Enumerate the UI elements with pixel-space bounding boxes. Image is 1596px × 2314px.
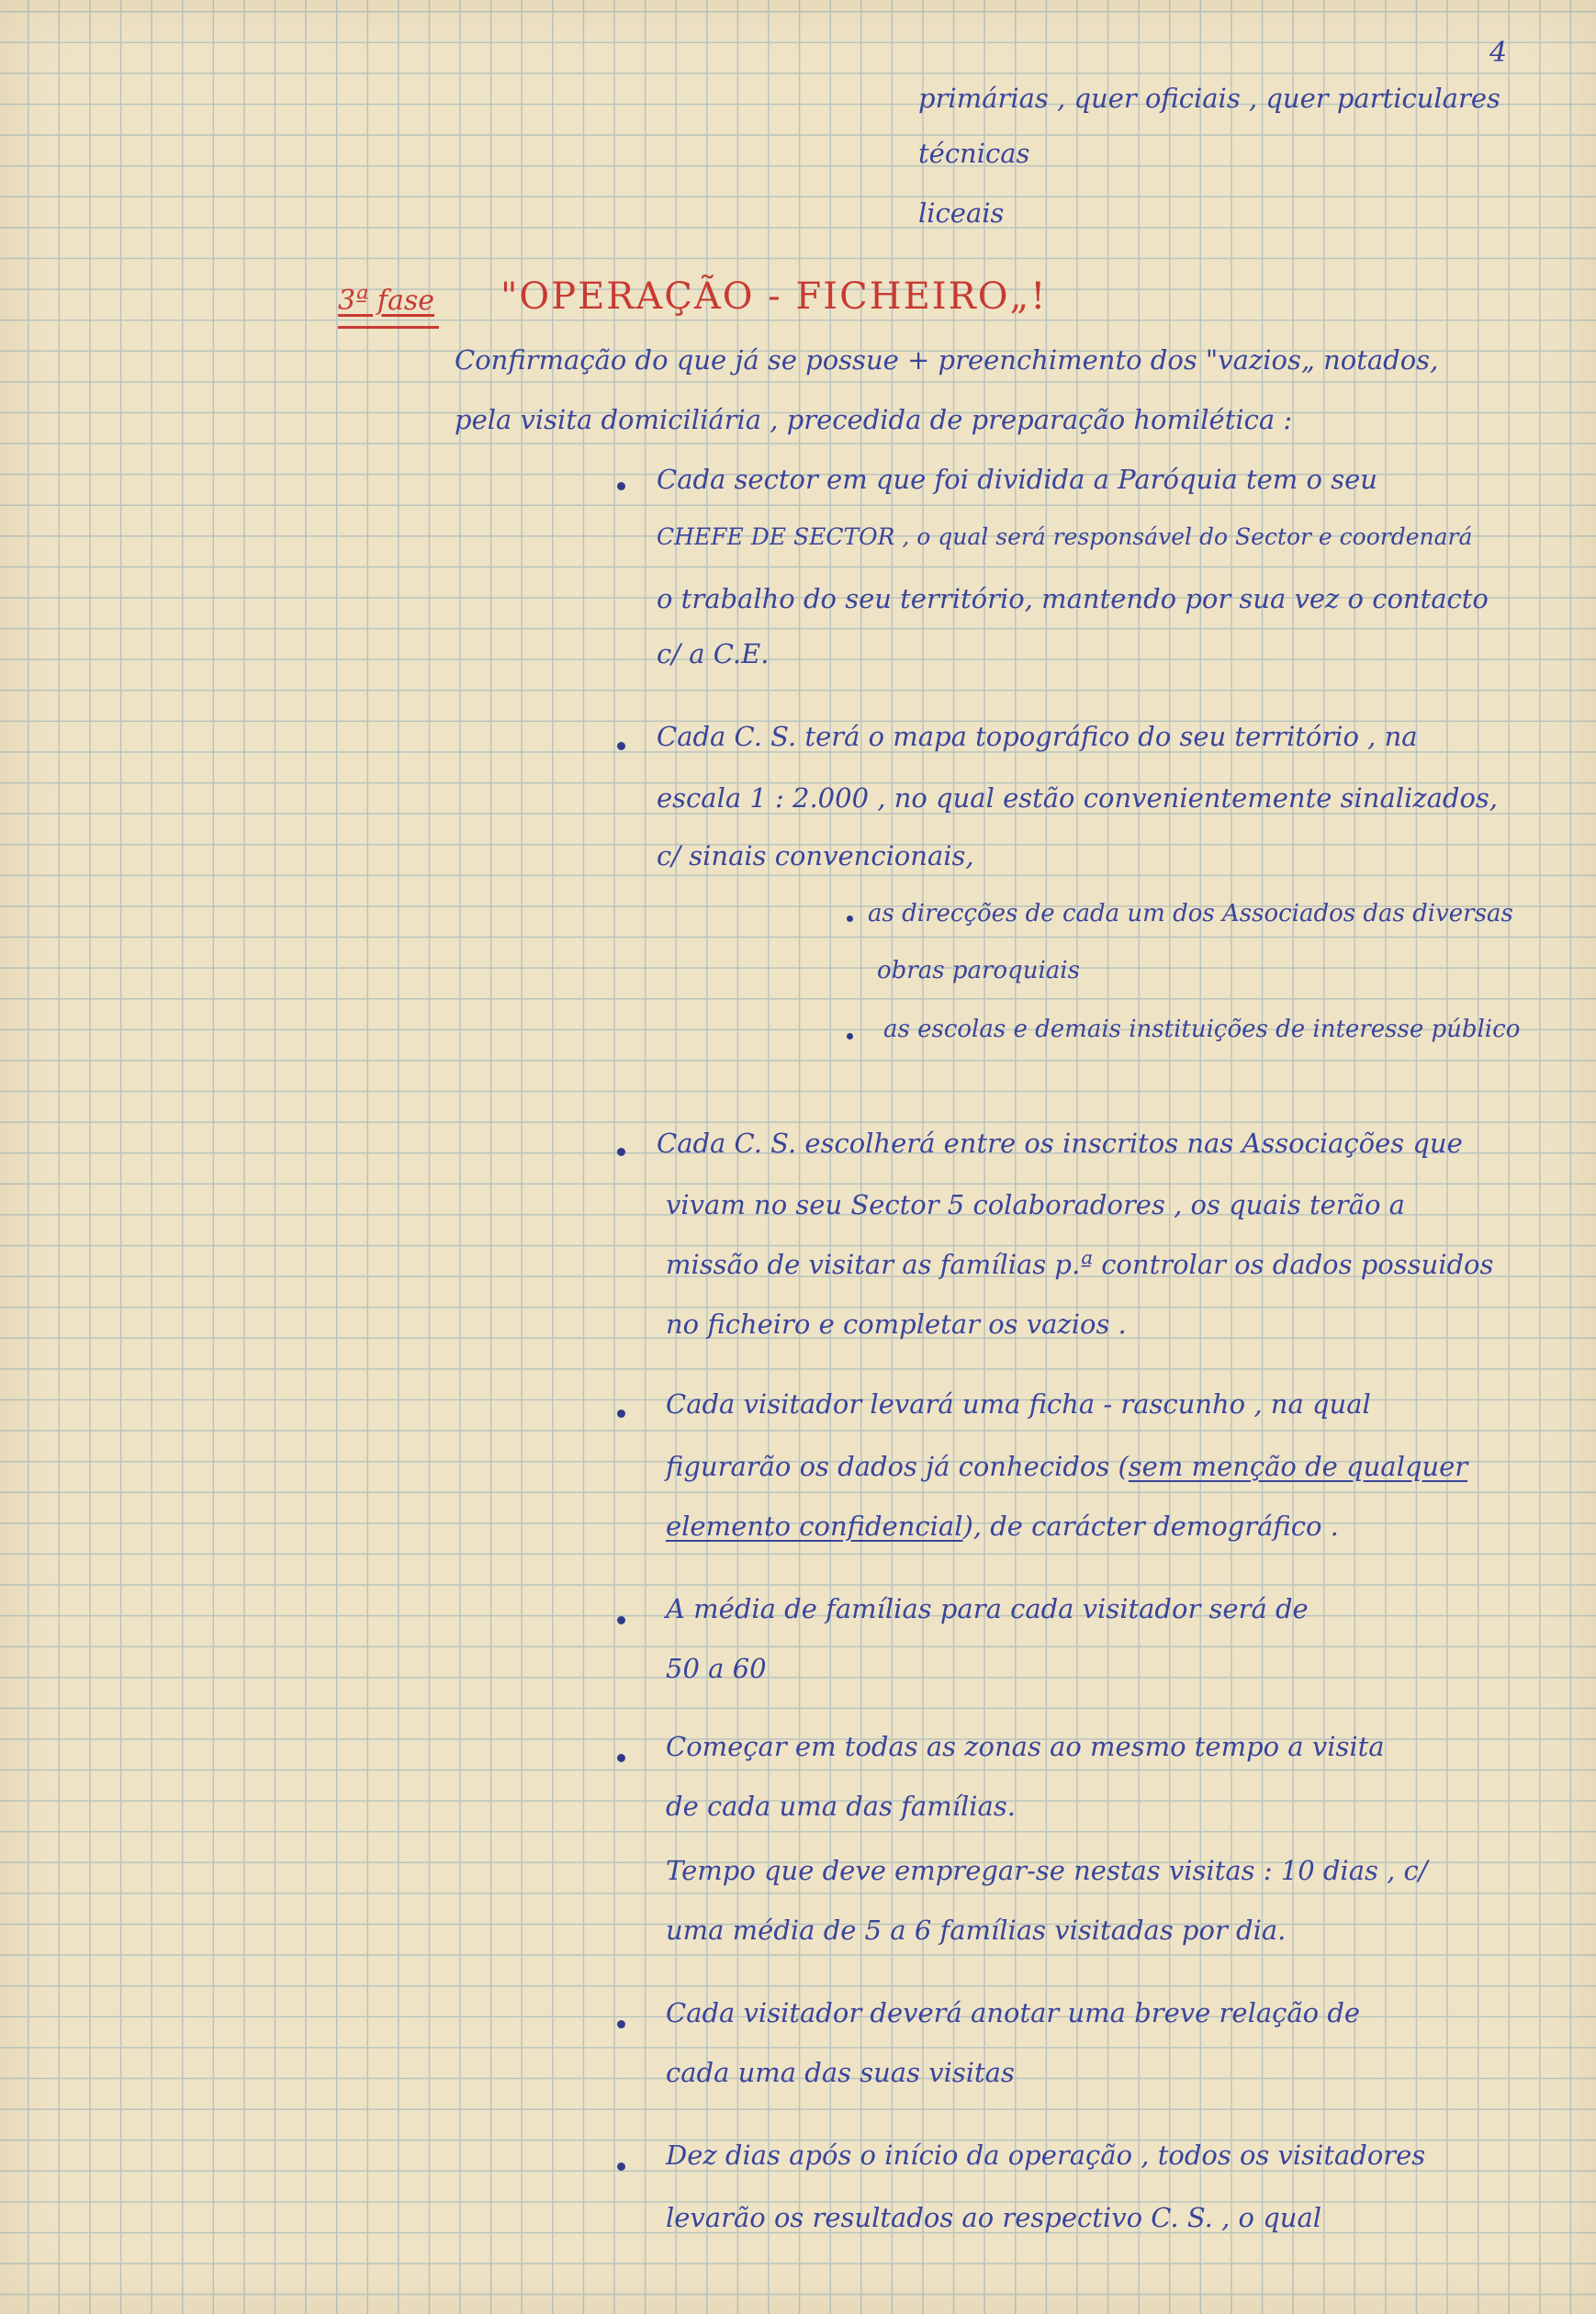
bullet-dot [617,2020,625,2028]
sub-bullet-dot [847,1033,853,1039]
bullet6-line-1: Começar em todas as zonas ao mesmo tempo a visita [666,1731,1385,1762]
intro-line-2: pela visita domiciliária , precedida de preparação homilética : [455,404,1293,435]
bullet1-line-1: Cada sector em que foi dividida a Paróquia tem o seu [657,464,1377,495]
bullet-dot [617,1616,625,1624]
bullet-dot [617,1754,625,1762]
sub-bullet-dot [847,915,853,922]
bullet1-line-2: CHEFE DE SECTOR , o qual será responsável do Sector e coordenará [657,523,1473,550]
phase-label: 3ª fase [338,285,435,317]
bullet4-line-3 [666,1511,1339,1542]
bullet3-line-4: no ficheiro e completar os vazios . [666,1309,1127,1340]
sub-bullet1-line-2: obras paroquiais [877,957,1080,984]
bullet2-line-1: Cada C. S. terá o mapa topográfico do seu território , na [657,721,1418,752]
phase-underline [338,326,439,329]
sub-bullet1-line-1: as direcções de cada um dos Associados das diversas [868,900,1513,927]
bullet2-line-2: escala 1 : 2.000 , no qual estão convenientemente sinalizados, [657,782,1499,814]
schools-line-2: técnicas [918,138,1030,169]
bullet6-line-4: uma média de 5 a 6 famílias visitadas por dia. [666,1915,1287,1946]
bullet4-line-2 [666,1451,1467,1482]
bullet5-line-2: 50 a 60 [666,1653,767,1684]
bullet8-line-2: levarão os resultados ao respectivo C. S. , o qual [666,2202,1322,2233]
bullet4-line-3-text: ), de carácter demográfico . [962,1511,1339,1542]
bullet-dot [617,1148,625,1156]
schools-line-3: liceais [918,197,1005,229]
phase-title: "OPERAÇÃO - FICHEIRO„! [500,275,1048,318]
bullet-dot [617,482,625,490]
bullet6-line-2: de cada uma das famílias. [666,1791,1016,1822]
bullet5-line-1: A média de famílias para cada visitador será de [666,1593,1309,1624]
bullet6-line-3: Tempo que deve empregar-se nestas visitas : 10 dias , c/ [666,1855,1428,1886]
bullet1-line-3: o trabalho do seu território, mantendo por sua vez o contacto [657,583,1489,614]
bullet3-line-2: vivam no seu Sector 5 colaboradores , os quais terão a [666,1189,1405,1220]
bullet-dot [617,1410,625,1418]
bullet3-line-1: Cada C. S. escolherá entre os inscritos nas Associações que [657,1128,1463,1159]
bullet4-line-3-underlined: elemento confidencial [666,1511,963,1542]
bullet4-line-2-text: figurarão os dados já conhecidos ( [666,1451,1129,1482]
bullet-dot [617,2162,625,2171]
schools-line-1: primárias , quer oficiais , quer particulares [918,83,1500,114]
bullet4-line-2-underlined: sem menção de qualquer [1128,1451,1468,1482]
bullet3-line-3: missão de visitar as famílias p.ª controlar os dados possuidos [666,1249,1494,1280]
bullet8-line-1: Dez dias após o início da operação , todos os visitadores [666,2140,1426,2171]
page-number: 4 [1489,37,1508,69]
bullet2-line-3: c/ sinais convencionais, [657,840,974,871]
bullet1-line-4: c/ a C.E. [657,638,770,669]
intro-line-1: Confirmação do que já se possue + preenchimento dos "vazios„ notados, [455,344,1439,376]
sub-bullet2-line-1: as escolas e demais instituições de interesse público [883,1016,1521,1043]
bullet-dot [617,742,625,750]
bullet7-line-1: Cada visitador deverá anotar uma breve relação de [666,1997,1361,2028]
bullet4-line-1: Cada visitador levará uma ficha - rascunho , na qual [666,1388,1371,1420]
bullet7-line-2: cada uma das suas visitas [666,2057,1015,2088]
